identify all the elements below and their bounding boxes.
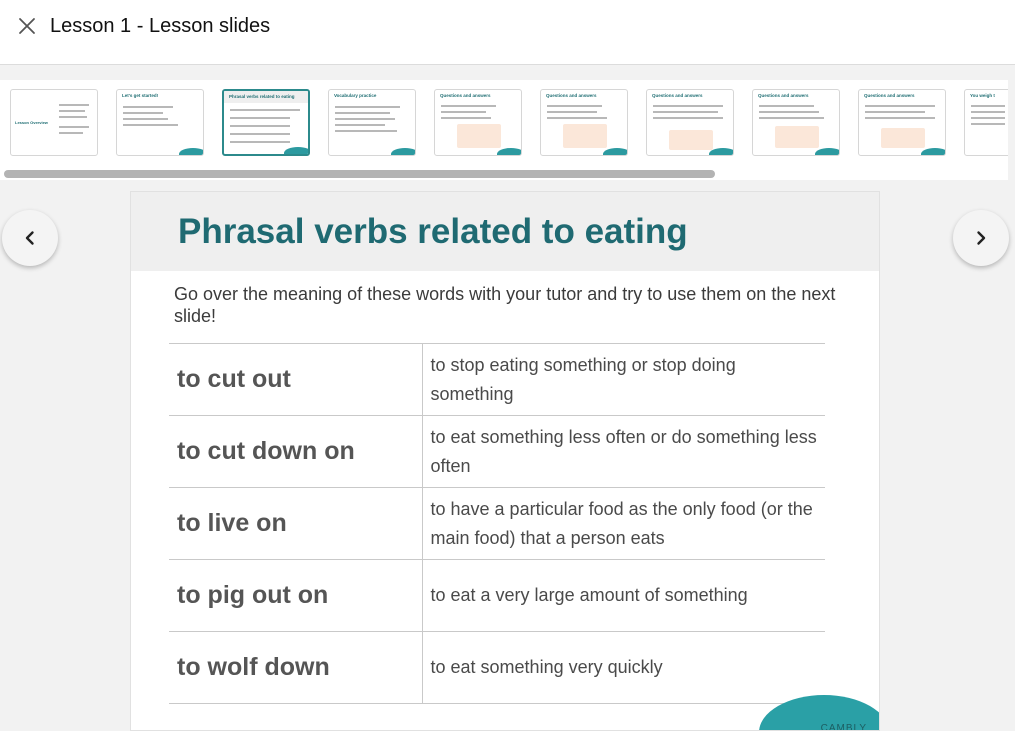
slide-thumbnail-1[interactable]: Lesson Overview bbox=[10, 89, 98, 156]
next-slide-button[interactable] bbox=[953, 210, 1009, 266]
brand-logo: CAMBLY bbox=[820, 723, 867, 731]
slide-thumbnail-2[interactable]: Let's get started! bbox=[116, 89, 204, 156]
chevron-left-icon bbox=[20, 228, 40, 248]
slide-thumbnail-6[interactable]: Questions and answers bbox=[540, 89, 628, 156]
definition: to eat something less often or do something less often bbox=[422, 416, 825, 488]
slide-thumbnail-9[interactable]: Questions and answers bbox=[858, 89, 946, 156]
slide-instructions: Go over the meaning of these words with your tutor and try to use them on the next slide! bbox=[174, 284, 836, 326]
slide-thumbnail-5[interactable]: Questions and answers bbox=[434, 89, 522, 156]
definition: to stop eating something or stop doing something bbox=[422, 344, 825, 416]
table-row bbox=[169, 632, 825, 704]
phrasal-verb: to pig out on bbox=[169, 560, 422, 632]
slide-title: Phrasal verbs related to eating bbox=[178, 212, 688, 251]
slide-thumbnail-10[interactable]: You weigh t bbox=[964, 89, 1008, 156]
thumbnail-strip bbox=[0, 80, 1008, 180]
previous-slide-button[interactable] bbox=[2, 210, 58, 266]
phrasal-verb: to wolf down bbox=[169, 632, 422, 704]
close-button[interactable] bbox=[14, 13, 40, 39]
definition: to have a particular food as the only food (or the main food) that a person eats bbox=[422, 488, 825, 560]
vocabulary-table bbox=[169, 343, 825, 704]
table-row bbox=[169, 344, 825, 416]
slide-thumbnail-8[interactable]: Questions and answers bbox=[752, 89, 840, 156]
definition: to eat something very quickly bbox=[422, 632, 825, 704]
slide-content bbox=[130, 191, 880, 731]
slide-thumbnail-7[interactable]: Questions and answers bbox=[646, 89, 734, 156]
slide-thumbnail-4[interactable]: Vocabulary practice bbox=[328, 89, 416, 156]
chevron-right-icon bbox=[971, 228, 991, 248]
close-icon bbox=[14, 13, 40, 39]
table-row bbox=[169, 488, 825, 560]
page-title: Lesson 1 - Lesson slides bbox=[50, 15, 271, 37]
phrasal-verb: to cut out bbox=[169, 344, 422, 416]
top-bar bbox=[0, 0, 1015, 65]
phrasal-verb: to live on bbox=[169, 488, 422, 560]
definition: to eat a very large amount of something bbox=[422, 560, 825, 632]
table-row bbox=[169, 560, 825, 632]
thumbnail-scrollbar[interactable] bbox=[4, 170, 715, 178]
slide-thumbnail-3[interactable]: Phrasal verbs related to eating bbox=[222, 89, 310, 156]
phrasal-verb: to cut down on bbox=[169, 416, 422, 488]
table-row bbox=[169, 416, 825, 488]
